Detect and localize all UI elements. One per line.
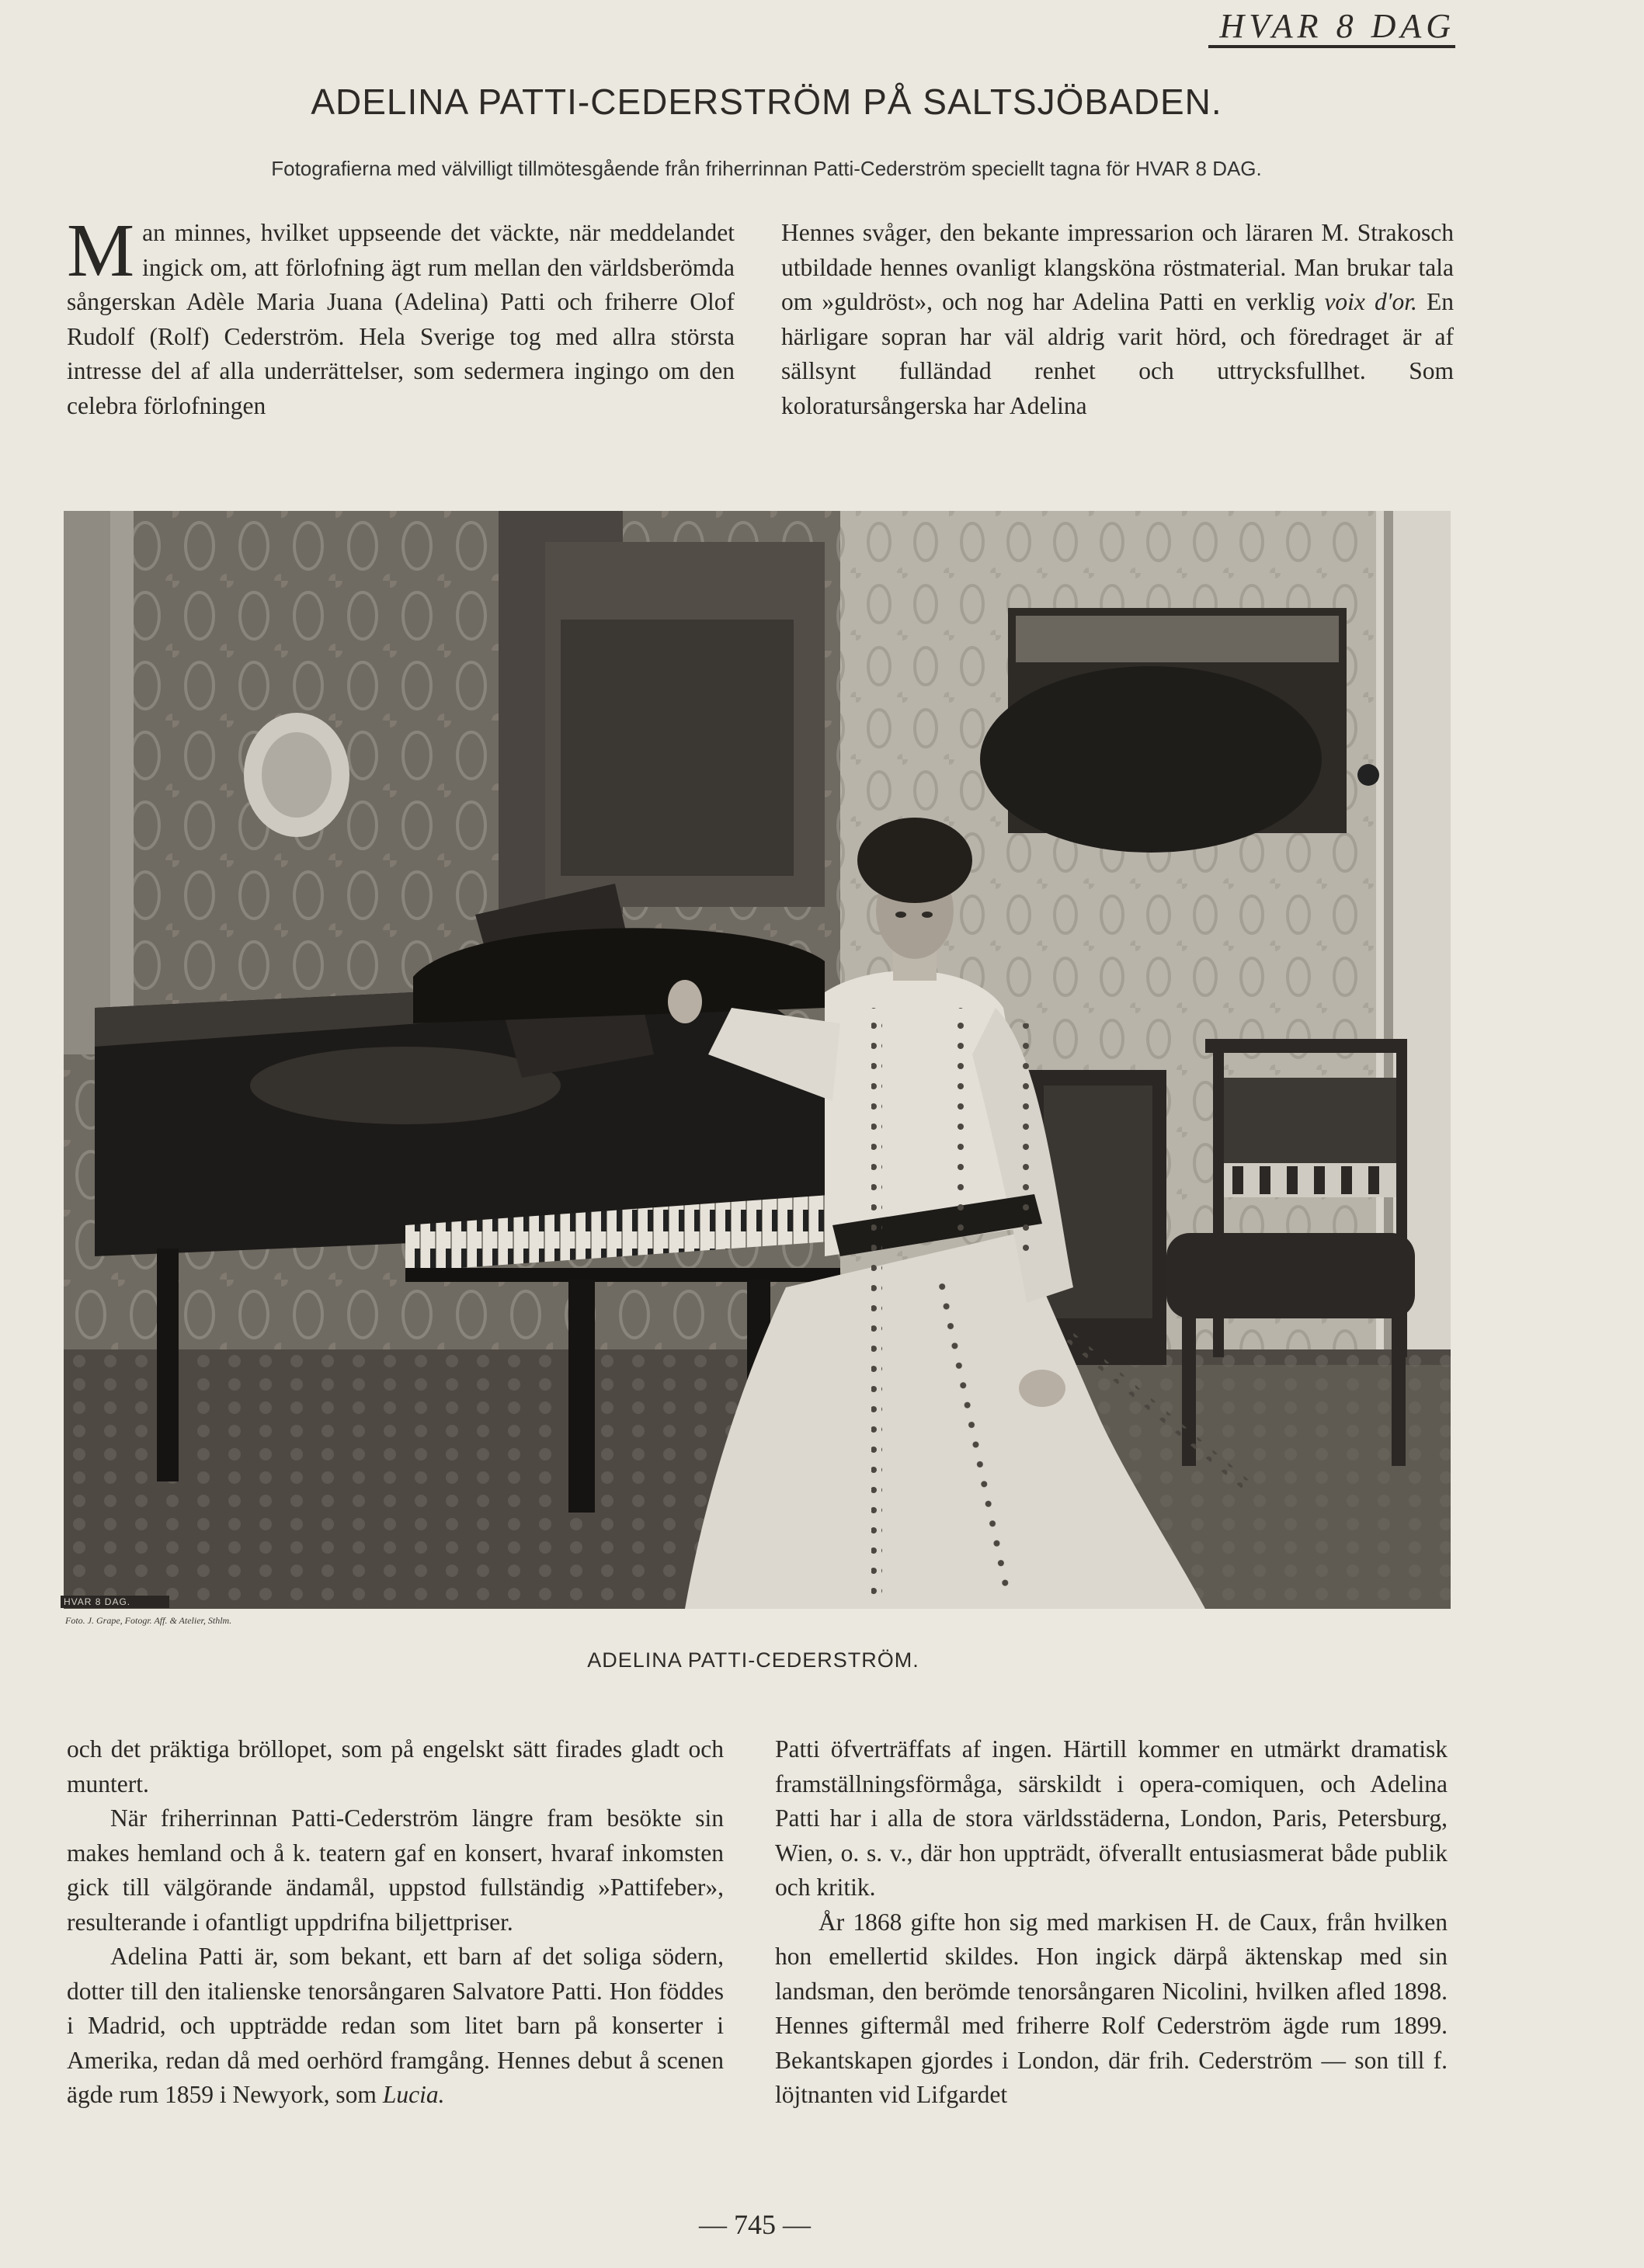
paragraph-text: Hennes svåger, den bekante impressarion och läraren M. Strakosch utbildade hennes ovanligt klangsköna röstmaterial. Man brukar tala om »guldröst», och nog har Adelina Patti en verklig bbox=[781, 219, 1454, 315]
column-bottom-left bbox=[67, 1732, 724, 2113]
masthead-rule bbox=[1208, 45, 1455, 48]
dropcap: M bbox=[67, 209, 135, 293]
italic-phrase: Lucia. bbox=[382, 2081, 445, 2108]
paragraph bbox=[67, 209, 735, 423]
paragraph: År 1868 gifte hon sig med markisen H. de Caux, från hvilken hon emellertid skildes. Hon ingick därpå äktenskap med sin landsman, den berömde tenorsångaren Nicolini, hvilken afled 1898. Hennes giftermål med friherre Rolf Cederström ägde rum 1899. Bekantskapen gjordes i London, där frih. Cederström — son till f. löjtnanten vid Lifgardet bbox=[775, 1908, 1448, 2108]
paragraph-text: Adelina Patti är, som bekant, ett barn af det soliga södern, dotter till den italienske tenorsångaren Salvatore Patti. Hon föddes i Madrid, och uppträdde redan som litet barn på konserter i Amerika, redan då med oerhörd framgång. Hennes debut å scenen ägde rum 1859 i Newyork, som bbox=[67, 1943, 724, 2108]
paragraph bbox=[67, 1940, 724, 2113]
paragraph bbox=[781, 216, 1454, 423]
photo-caption: ADELINA PATTI-CEDERSTRÖM. bbox=[587, 1648, 919, 1672]
photo-illustration bbox=[64, 511, 1451, 1609]
column-top-left bbox=[67, 209, 735, 423]
photo-stamp: HVAR 8 DAG. bbox=[61, 1596, 169, 1608]
paragraph: Patti öfverträffats af ingen. Härtill kommer en utmärkt dramatisk framställningsförmåga, särskildt i opera-comiquen, och Adelina Patti har i alla de stora världsstäderna, London, Paris, Petersburg, Wien, o. s. v., där hon uppträdt, öfverallt entusiasmerat både publik och kritik. bbox=[775, 1735, 1448, 1901]
column-top-right bbox=[781, 216, 1454, 423]
column-bottom-right bbox=[775, 1732, 1448, 2113]
paragraph: När friherrinnan Patti-Cederström längre fram besökte sin makes hemland och å k. teatern gaf en konsert, hvaraf inkomsten gick till välgörande ändamål, uppstod fullständig »Pattifeber», resulterande i ofantligt uppdrifna biljettpriser. bbox=[67, 1804, 724, 1936]
paragraph: och det präktiga bröllopet, som på engelskt sätt firades gladt och muntert. bbox=[67, 1735, 724, 1797]
photograph bbox=[64, 511, 1451, 1609]
paragraph-text: an minnes, hvilket uppseende det väckte, när meddelandet ingick om, att förlofning ägt rum mellan den världsberömda sångerskan Adèle Maria Juana (Adelina) Patti och friherre Olof Rudolf (Rolf) Cederström. Hela Sverige tog med allra största intresse del af alla underrättelser, som sedermera ingingo om den celebra förlofningen bbox=[67, 219, 735, 419]
subheadline: Fotografierna med välvilligt tillmötesgående från friherrinnan Patti-Cederström speciellt tagna för HVAR 8 DAG. bbox=[271, 157, 1262, 180]
photo-credit: Foto. J. Grape, Fotogr. Aff. & Atelier, Sthlm. bbox=[65, 1615, 232, 1626]
paragraph-text: En härligare sopran har väl aldrig varit hörd, och föredraget är af sällsynt fulländad renhet och uttrycksfullhet. Som koloratursångerska har Adelina bbox=[781, 288, 1455, 419]
headline: ADELINA PATTI-CEDERSTRÖM PÅ SALTSJÖBADEN. bbox=[311, 82, 1222, 122]
italic-phrase: voix d'or. bbox=[1324, 288, 1417, 315]
masthead: HVAR 8 DAG bbox=[1219, 7, 1455, 45]
page-number: — 745 — bbox=[699, 2209, 811, 2240]
